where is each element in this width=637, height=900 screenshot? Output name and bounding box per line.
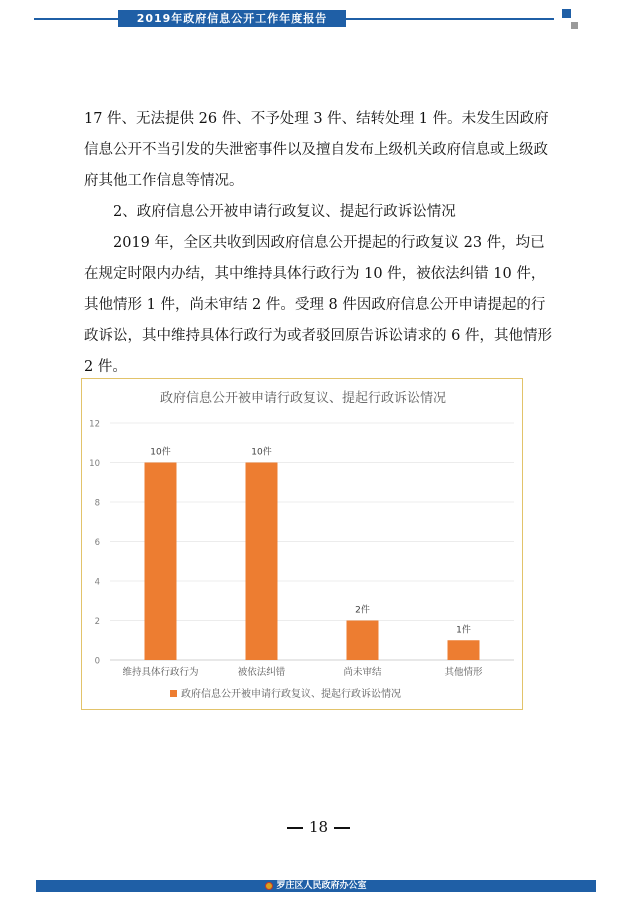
bar	[145, 463, 177, 661]
data-label: 1件	[456, 625, 471, 636]
y-tick-label: 10	[89, 459, 100, 469]
x-tick-label: 其他情形	[444, 667, 483, 678]
header-title: 2019年政府信息公开工作年度报告	[118, 10, 346, 27]
x-tick-label: 被依法纠错	[237, 667, 286, 678]
header-square-blue	[562, 9, 571, 18]
bars	[145, 463, 480, 661]
footer-office: 罗庄区人民政府办公室	[276, 881, 367, 891]
x-tick-label: 维持具体行政行为	[122, 667, 199, 678]
legend	[170, 687, 401, 700]
legend-label: 政府信息公开被申请行政复议、提起行政诉讼情况	[181, 689, 401, 700]
y-tick-label: 4	[94, 577, 100, 588]
header-rule-right	[344, 18, 554, 20]
y-tick-label: 6	[94, 538, 100, 548]
data-labels	[150, 446, 471, 636]
footer-bar	[36, 880, 596, 892]
paragraph-1: 17 件、无法提供 26 件、不予处理 3 件、结转处理 1 件。未发生因政府信息公开不当引发的失泄密事件以及擅自发布上级机关政府信息或上级政府其他工作信息等情况。	[84, 111, 549, 189]
y-tick-label: 8	[94, 498, 100, 509]
bar	[246, 463, 278, 661]
section-heading: 2、政府信息公开被申请行政复议、提起行政诉讼情况	[113, 204, 456, 220]
bar	[347, 621, 379, 661]
header-rule-left	[34, 18, 120, 20]
y-tick-label: 12	[89, 419, 100, 430]
y-tick-label: 2	[94, 617, 100, 627]
bar	[448, 640, 480, 660]
data-label: 10件	[251, 447, 272, 458]
x-axis	[122, 666, 483, 678]
page-number	[0, 818, 637, 836]
header-square-gray	[571, 22, 578, 29]
data-label: 2件	[355, 605, 370, 616]
chart-title: 政府信息公开被申请行政复议、提起行政诉讼情况	[159, 391, 447, 406]
paragraph-2: 2019 年，全区共收到因政府信息公开提起的行政复议 23 件，均已在规定时限内办结，其中维持具体行政行为 10 件，被依法纠错 10 件，其他情形 1 件，尚未审结 2 件。受理 8 件因政府信息公开申请提起的行政诉讼，其中维持具体行政行为或者驳回原告诉讼请求的 6 件，其他情形 2 件。	[84, 235, 552, 375]
y-tick-label: 0	[94, 656, 100, 667]
x-tick-label: 尚未审结	[343, 667, 382, 678]
bar-chart	[81, 378, 523, 710]
emblem-icon	[265, 882, 273, 890]
legend-swatch	[170, 690, 177, 697]
page-dash-left	[287, 827, 303, 829]
chart-svg	[82, 379, 524, 711]
data-label: 10件	[150, 447, 171, 458]
y-axis	[89, 420, 100, 667]
page-dash-right	[334, 827, 350, 829]
page-number-value: 18	[308, 818, 329, 836]
